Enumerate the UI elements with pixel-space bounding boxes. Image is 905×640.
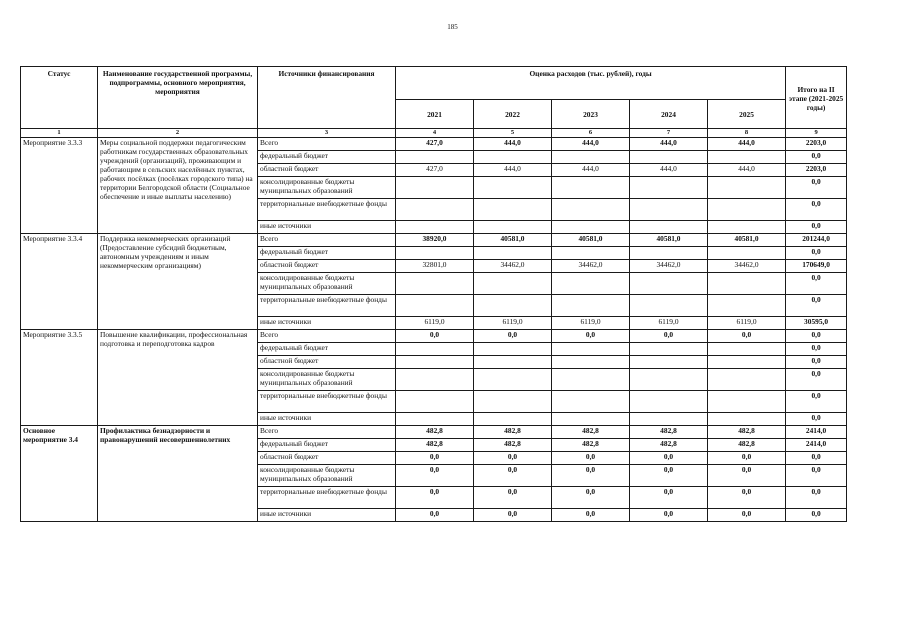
column-number: 6 (552, 129, 630, 138)
value-cell: 0,0 (630, 330, 708, 343)
total-cell: 0,0 (786, 509, 847, 522)
value-cell: 6119,0 (474, 317, 552, 330)
value-cell: 0,0 (630, 465, 708, 487)
header-total: Итого на II этапе (2021-2025 годы) (786, 67, 847, 129)
value-cell: 0,0 (708, 330, 786, 343)
value-cell (552, 247, 630, 260)
name-cell: Повышение квалификации, профессиональная подготовка и переподготовка кадров (98, 330, 258, 426)
source-cell: иные источники (258, 317, 396, 330)
value-cell (630, 391, 708, 413)
source-cell: областной бюджет (258, 452, 396, 465)
value-cell: 6119,0 (552, 317, 630, 330)
column-number: 9 (786, 129, 847, 138)
value-cell (474, 356, 552, 369)
value-cell: 6119,0 (708, 317, 786, 330)
column-number: 7 (630, 129, 708, 138)
name-cell: Поддержка некоммерческих организаций (Предоставление субсидий бюджетным, автономным учреждениям и иным некоммерческим организациям) (98, 234, 258, 330)
source-cell: консолидированные бюджеты муниципальных образований (258, 369, 396, 391)
source-cell: иные источники (258, 413, 396, 426)
source-cell: федеральный бюджет (258, 439, 396, 452)
value-cell: 34462,0 (630, 260, 708, 273)
header-year: 2023 (552, 100, 630, 129)
column-number: 8 (708, 129, 786, 138)
value-cell: 40581,0 (552, 234, 630, 247)
value-cell (708, 221, 786, 234)
source-cell: иные источники (258, 221, 396, 234)
value-cell (708, 177, 786, 199)
value-cell: 0,0 (396, 487, 474, 509)
total-cell: 201244,0 (786, 234, 847, 247)
total-cell: 0,0 (786, 151, 847, 164)
value-cell (396, 221, 474, 234)
total-cell: 0,0 (786, 391, 847, 413)
value-cell: 444,0 (552, 164, 630, 177)
total-cell: 0,0 (786, 369, 847, 391)
value-cell: 0,0 (474, 509, 552, 522)
table-body (21, 138, 847, 522)
budget-table (20, 66, 847, 522)
value-cell: 444,0 (708, 164, 786, 177)
value-cell (708, 356, 786, 369)
source-cell: Всего (258, 426, 396, 439)
value-cell (708, 199, 786, 221)
status-cell: Мероприятие 3.3.5 (21, 330, 98, 426)
value-cell (474, 295, 552, 317)
value-cell: 0,0 (474, 465, 552, 487)
value-cell (630, 247, 708, 260)
header-year: 2024 (630, 100, 708, 129)
value-cell: 444,0 (708, 138, 786, 151)
value-cell: 444,0 (630, 164, 708, 177)
value-cell (474, 177, 552, 199)
value-cell (708, 369, 786, 391)
source-cell: иные источники (258, 509, 396, 522)
header-status: Статус (21, 67, 98, 129)
column-number: 2 (98, 129, 258, 138)
value-cell (474, 413, 552, 426)
source-cell: федеральный бюджет (258, 151, 396, 164)
total-cell: 30595,0 (786, 317, 847, 330)
value-cell (552, 151, 630, 164)
source-cell: областной бюджет (258, 260, 396, 273)
value-cell (474, 369, 552, 391)
total-cell: 0,0 (786, 413, 847, 426)
status-cell: Мероприятие 3.3.4 (21, 234, 98, 330)
total-cell: 0,0 (786, 487, 847, 509)
value-cell: 40581,0 (630, 234, 708, 247)
value-cell (396, 247, 474, 260)
header-year: 2022 (474, 100, 552, 129)
source-cell: областной бюджет (258, 356, 396, 369)
total-cell: 0,0 (786, 177, 847, 199)
value-cell (630, 151, 708, 164)
value-cell (630, 356, 708, 369)
value-cell (474, 221, 552, 234)
value-cell (474, 247, 552, 260)
value-cell: 444,0 (630, 138, 708, 151)
table-row (21, 426, 847, 439)
name-cell: Меры социальной поддержки педагогическим работникам государственных образовательных учреждений (организаций), проживающим и работающим в сельских населённых пунктах, рабочих посёлках (посёлках городского типа) на территории Белгородской области (Социальное обеспечение и иные выплаты населению) (98, 138, 258, 234)
value-cell: 0,0 (474, 452, 552, 465)
value-cell (474, 199, 552, 221)
value-cell (708, 151, 786, 164)
value-cell: 444,0 (474, 164, 552, 177)
value-cell: 0,0 (708, 465, 786, 487)
column-number: 5 (474, 129, 552, 138)
header-name: Наименование государственной программы, подпрограммы, основного мероприятия, мероприятия (98, 67, 258, 129)
value-cell (630, 199, 708, 221)
header-source: Источники финансирования (258, 67, 396, 129)
value-cell (708, 391, 786, 413)
source-cell: территориальные внебюджетные фонды (258, 487, 396, 509)
source-cell: консолидированные бюджеты муниципальных образований (258, 177, 396, 199)
value-cell (474, 273, 552, 295)
value-cell: 0,0 (552, 509, 630, 522)
total-cell: 0,0 (786, 452, 847, 465)
value-cell: 0,0 (708, 509, 786, 522)
value-cell: 482,8 (630, 426, 708, 439)
header-estimate: Оценка расходов (тыс. рублей), годы (396, 67, 786, 100)
value-cell: 0,0 (552, 330, 630, 343)
value-cell (396, 413, 474, 426)
source-cell: территориальные внебюджетные фонды (258, 295, 396, 317)
value-cell (708, 247, 786, 260)
source-cell: консолидированные бюджеты муниципальных образований (258, 465, 396, 487)
value-cell (630, 343, 708, 356)
value-cell (396, 151, 474, 164)
value-cell (630, 295, 708, 317)
value-cell: 6119,0 (630, 317, 708, 330)
value-cell: 0,0 (396, 452, 474, 465)
value-cell (396, 369, 474, 391)
total-cell: 2414,0 (786, 439, 847, 452)
header-year: 2021 (396, 100, 474, 129)
header-year: 2025 (708, 100, 786, 129)
value-cell (552, 413, 630, 426)
value-cell (630, 177, 708, 199)
value-cell: 0,0 (630, 509, 708, 522)
value-cell (474, 151, 552, 164)
value-cell (474, 343, 552, 356)
source-cell: федеральный бюджет (258, 247, 396, 260)
source-cell: Всего (258, 138, 396, 151)
value-cell: 482,8 (708, 426, 786, 439)
value-cell: 0,0 (396, 509, 474, 522)
value-cell: 40581,0 (708, 234, 786, 247)
value-cell: 0,0 (552, 452, 630, 465)
value-cell (708, 413, 786, 426)
table-row (21, 138, 847, 151)
value-cell: 482,8 (552, 426, 630, 439)
value-cell (396, 391, 474, 413)
value-cell: 482,8 (396, 439, 474, 452)
total-cell: 2203,0 (786, 164, 847, 177)
total-cell: 0,0 (786, 343, 847, 356)
value-cell: 0,0 (630, 452, 708, 465)
page-number: 185 (447, 23, 458, 31)
total-cell: 170649,0 (786, 260, 847, 273)
value-cell: 482,8 (630, 439, 708, 452)
value-cell: 0,0 (396, 330, 474, 343)
value-cell (396, 199, 474, 221)
value-cell: 0,0 (552, 487, 630, 509)
value-cell (630, 221, 708, 234)
value-cell (552, 199, 630, 221)
value-cell (474, 391, 552, 413)
value-cell: 482,8 (474, 439, 552, 452)
value-cell: 34462,0 (474, 260, 552, 273)
value-cell: 0,0 (630, 487, 708, 509)
value-cell: 40581,0 (474, 234, 552, 247)
source-cell: областной бюджет (258, 164, 396, 177)
total-cell: 0,0 (786, 295, 847, 317)
value-cell (630, 369, 708, 391)
value-cell: 482,8 (708, 439, 786, 452)
table-row (21, 234, 847, 247)
value-cell (708, 295, 786, 317)
value-cell (552, 356, 630, 369)
column-number: 3 (258, 129, 396, 138)
value-cell (630, 273, 708, 295)
total-cell: 0,0 (786, 465, 847, 487)
value-cell: 444,0 (474, 138, 552, 151)
value-cell (396, 177, 474, 199)
value-cell (708, 273, 786, 295)
source-cell: территориальные внебюджетные фонды (258, 391, 396, 413)
value-cell: 0,0 (708, 487, 786, 509)
total-cell: 0,0 (786, 221, 847, 234)
source-cell: Всего (258, 234, 396, 247)
value-cell: 482,8 (396, 426, 474, 439)
value-cell: 0,0 (708, 452, 786, 465)
table-row (21, 330, 847, 343)
value-cell (396, 356, 474, 369)
total-cell: 2414,0 (786, 426, 847, 439)
value-cell: 0,0 (474, 330, 552, 343)
value-cell: 0,0 (396, 465, 474, 487)
value-cell: 427,0 (396, 138, 474, 151)
source-cell: федеральный бюджет (258, 343, 396, 356)
value-cell (552, 221, 630, 234)
total-cell: 0,0 (786, 273, 847, 295)
value-cell (396, 343, 474, 356)
value-cell (630, 413, 708, 426)
value-cell: 0,0 (552, 465, 630, 487)
value-cell: 34462,0 (708, 260, 786, 273)
value-cell (552, 295, 630, 317)
value-cell: 482,8 (552, 439, 630, 452)
total-cell: 0,0 (786, 199, 847, 221)
total-cell: 0,0 (786, 330, 847, 343)
value-cell: 34462,0 (552, 260, 630, 273)
source-cell: территориальные внебюджетные фонды (258, 199, 396, 221)
value-cell (552, 343, 630, 356)
status-cell: Мероприятие 3.3.3 (21, 138, 98, 234)
value-cell (552, 391, 630, 413)
value-cell: 482,8 (474, 426, 552, 439)
value-cell: 32801,0 (396, 260, 474, 273)
column-number: 1 (21, 129, 98, 138)
value-cell (708, 343, 786, 356)
name-cell: Профилактика безнадзорности и правонарушений несовершеннолетних (98, 426, 258, 522)
value-cell (396, 295, 474, 317)
value-cell (552, 177, 630, 199)
total-cell: 0,0 (786, 356, 847, 369)
total-cell: 2203,0 (786, 138, 847, 151)
value-cell: 427,0 (396, 164, 474, 177)
column-number: 4 (396, 129, 474, 138)
value-cell (396, 273, 474, 295)
value-cell: 6119,0 (396, 317, 474, 330)
value-cell (552, 369, 630, 391)
value-cell: 38920,0 (396, 234, 474, 247)
value-cell (552, 273, 630, 295)
source-cell: консолидированные бюджеты муниципальных образований (258, 273, 396, 295)
source-cell: Всего (258, 330, 396, 343)
value-cell: 0,0 (474, 487, 552, 509)
value-cell: 444,0 (552, 138, 630, 151)
total-cell: 0,0 (786, 247, 847, 260)
status-cell: Основное мероприятие 3.4 (21, 426, 98, 522)
